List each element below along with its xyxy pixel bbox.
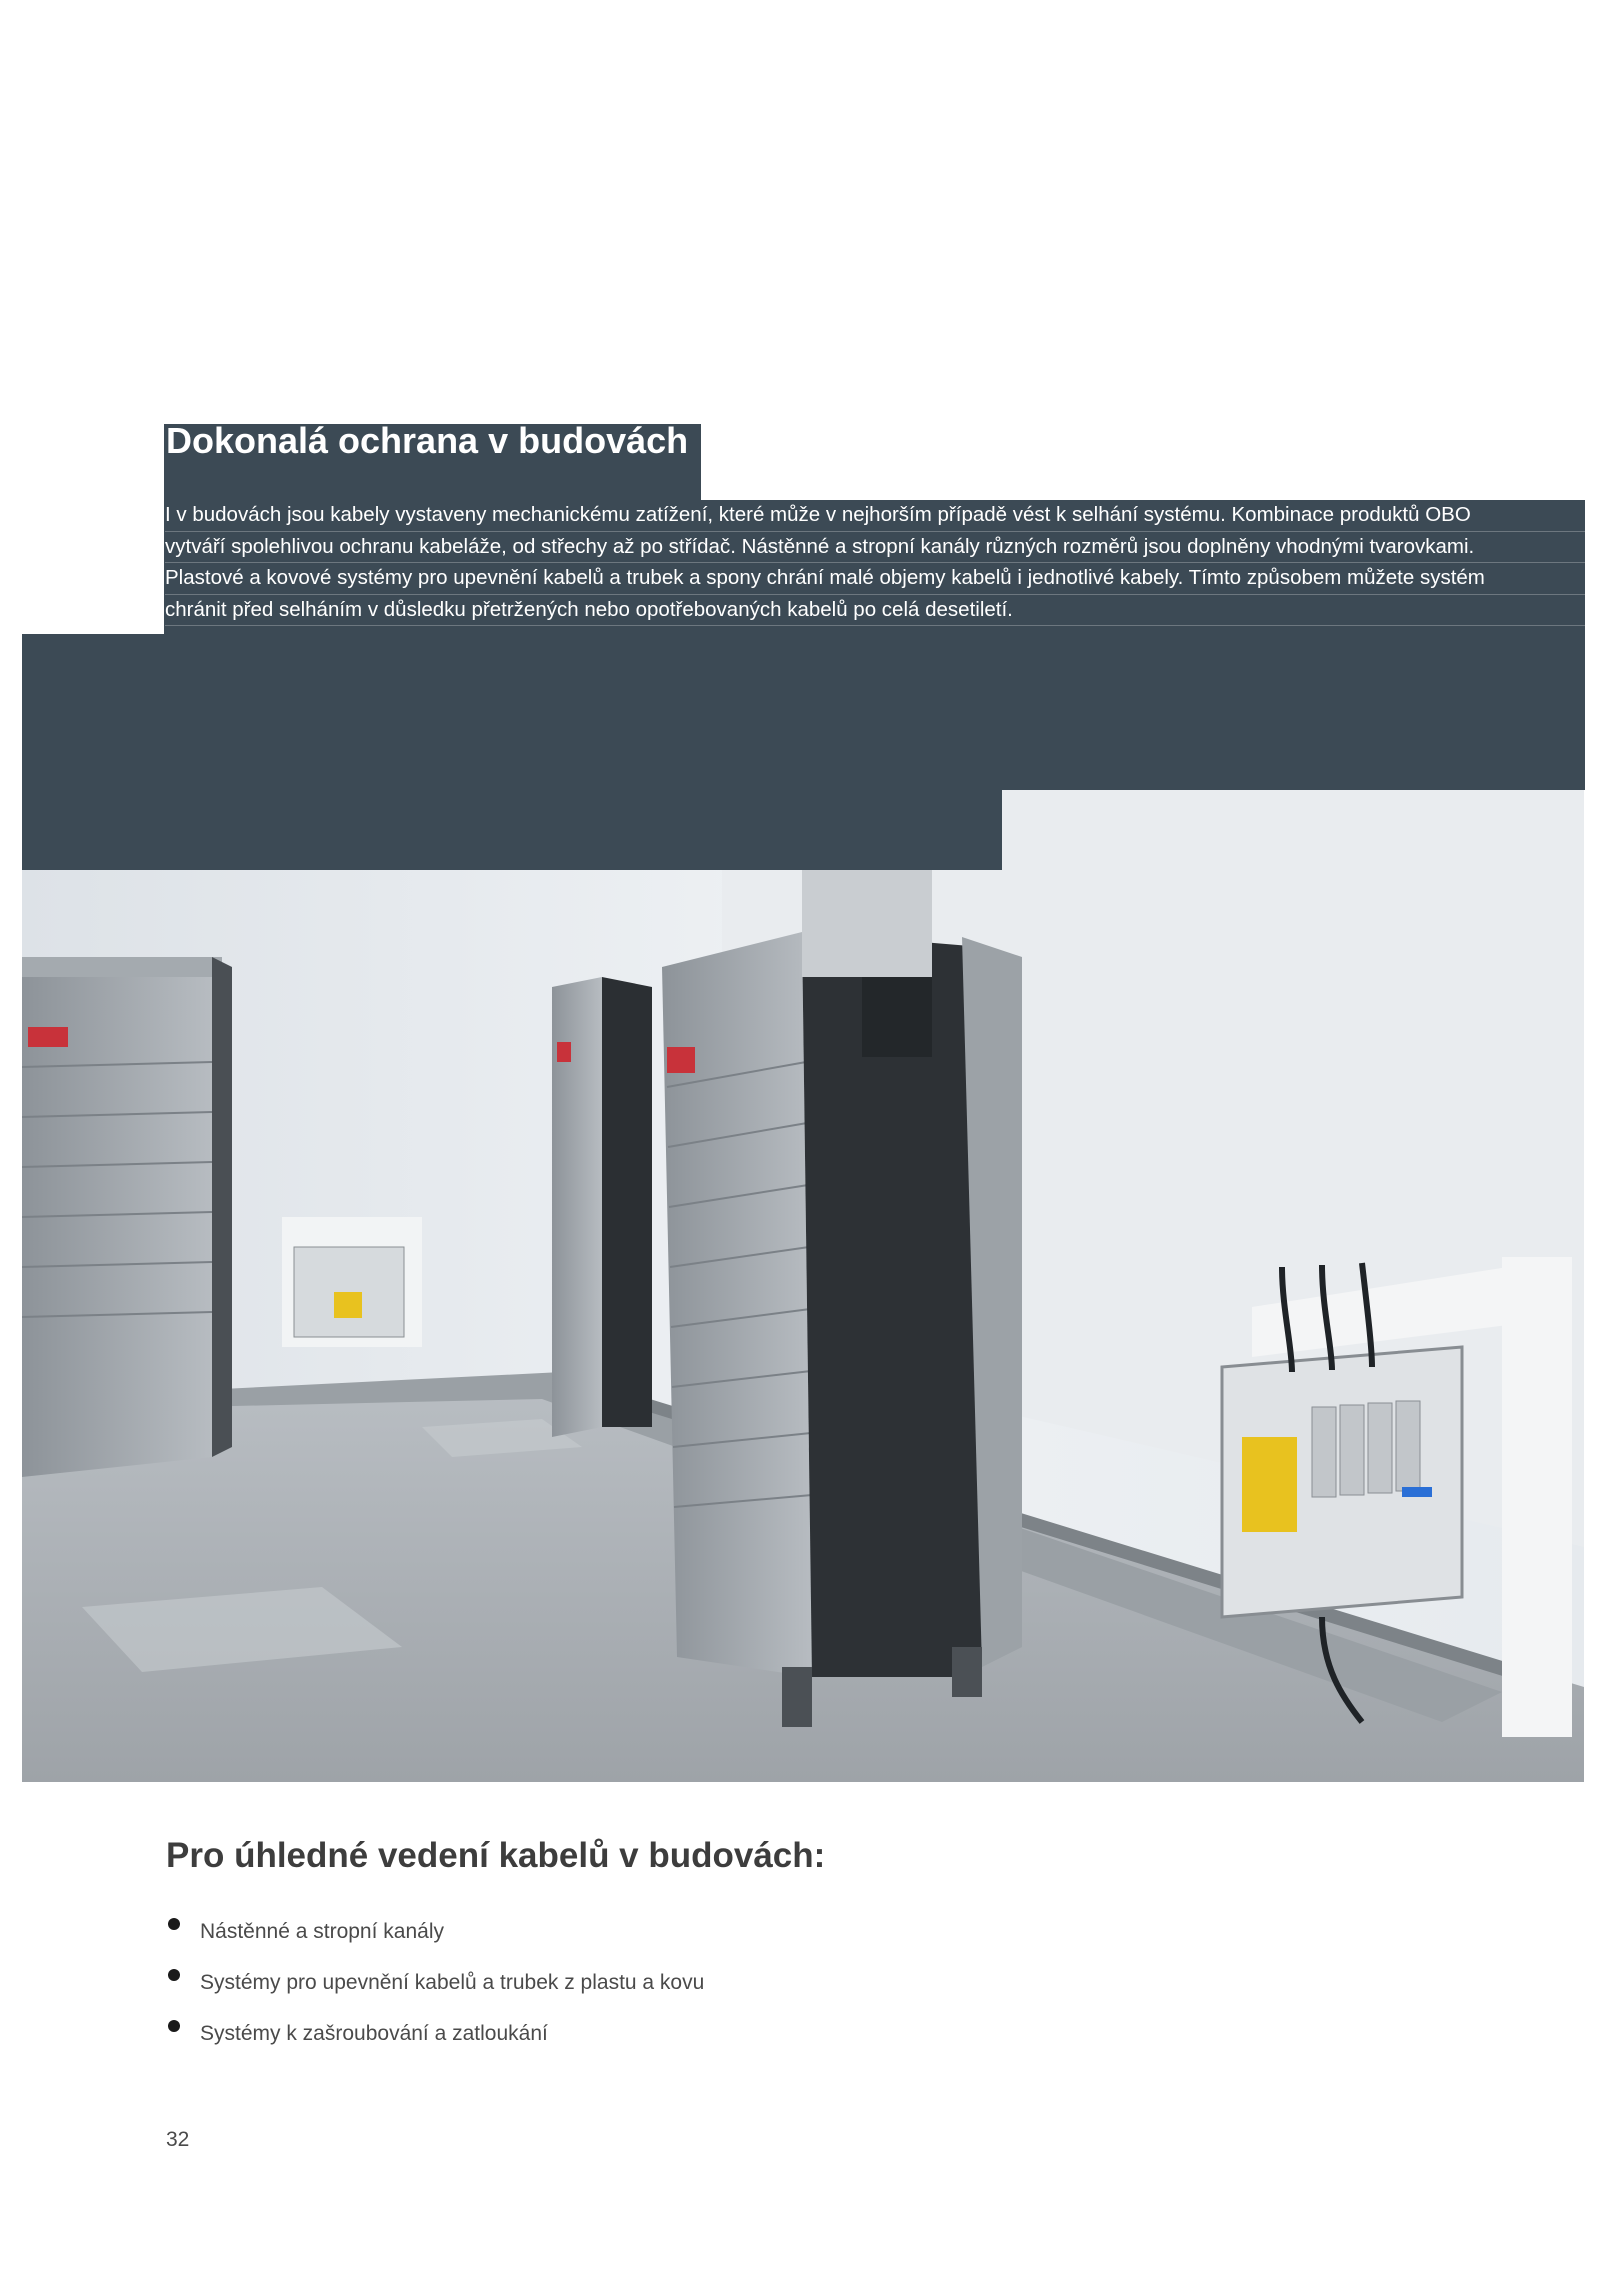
bullet-icon xyxy=(168,2020,180,2032)
intro-line: Plastové a kovové systémy pro upevnění kabelů a trubek a spony chrání malé objemy kabelů i jednotlivé kabely. Tímto způsobem můžete systém xyxy=(165,563,1585,595)
inverter-room-photo xyxy=(22,787,1584,1782)
list-item-text: Systémy k zašroubování a zatloukání xyxy=(200,2022,548,2045)
intro-line: chránit před selháním v důsledku přetržených nebo opotřebovaných kabelů po celá desetiletí. xyxy=(165,595,1585,627)
list-item-text: Nástěnné a stropní kanály xyxy=(200,1920,444,1943)
section-heading: Pro úhledné vedení kabelů v budovách: xyxy=(166,1836,826,1875)
list-item xyxy=(166,2018,704,2069)
bullet-icon xyxy=(168,1918,180,1930)
page-title: Dokonalá ochrana v budovách xyxy=(166,420,689,461)
header-panel-left xyxy=(22,634,1002,870)
page-number: 32 xyxy=(166,2128,190,2151)
bullet-icon xyxy=(168,1969,180,1981)
bullet-list xyxy=(166,1916,704,2069)
list-item xyxy=(166,1916,704,1967)
list-item-text: Systémy pro upevnění kabelů a trubek z plastu a kovu xyxy=(200,1971,705,1994)
intro-line: I v budovách jsou kabely vystaveny mechanickému zatížení, které může v nejhorším případě vést k selhání systému. Kombinace produktů OBO xyxy=(165,500,1585,532)
intro-paragraph xyxy=(165,500,1585,626)
intro-line: vytváří spolehlivou ochranu kabeláže, od střechy až po střídač. Nástěnné a stropní kanály různých rozměrů jsou doplněny vhodnými tvarovkami. xyxy=(165,532,1585,564)
list-item xyxy=(166,1967,704,2018)
